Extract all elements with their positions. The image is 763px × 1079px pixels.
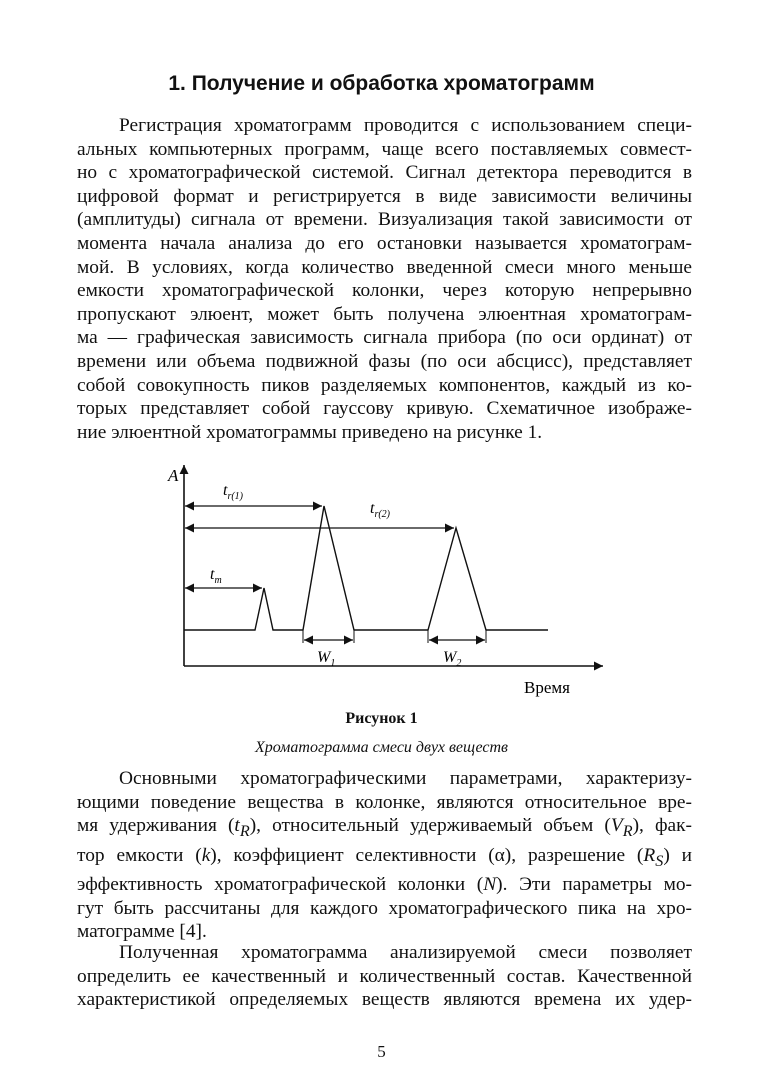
text-line: времени или объема подвижной фазы (по оси абсцисс), представляет [77,350,692,372]
text-line: мой. В условиях, когда количество введенной смеси много меньше [77,256,692,278]
section-heading: 1. Получение и обработка хроматограмм [168,72,595,95]
text-line: (амплитуды) сигнала от времени. Визуализация такой зависимости от [77,209,692,231]
tr2-label: $t_{r(2)}$ [370,500,391,520]
text-line: гут быть рассчитаны для каждого хроматографического пика на хро- [77,897,692,919]
text-line: момента начала анализа до его остановки называется хроматограм- [77,232,692,254]
paragraph-1 [77,114,692,444]
figure-caption-subtitle: Хроматограмма смеси двух веществ [255,739,508,756]
figure-caption-title: Рисунок 1 [345,710,418,727]
tm-label: $t_m$ [210,566,222,586]
paragraph-3 [77,941,692,1012]
tr1-label: $t_{r(1)}$ [223,482,244,502]
text-line: тор емкости (k), коэффициент селективности (α), разрешение $(R_S)$ и [77,844,692,870]
text-line: Полученная хроматограмма анализируемой смеси позволяет [119,942,692,963]
x-axis-label: Время [524,678,570,697]
text-line: Основными хроматографическими параметрами, характеризу- [119,768,692,789]
y-axis-label: A [168,466,179,485]
paragraph-2 [77,767,692,944]
text-line: эффективность хроматографической колонки (N). Эти параметры мо- [77,874,692,896]
text-line: матограмме [4]. [77,921,207,943]
text-line: Регистрация хроматограмм проводится с использованием специ- [119,115,692,136]
text-line: емкости хроматографической колонки, через которую непрерывно [77,280,692,302]
text-line: собой совокупность пиков разделяемых компонентов, каждый из ко- [77,374,692,396]
text-line: ма — графическая зависимость сигнала прибора (по оси ординат) от [77,327,692,349]
text-line: ние элюентной хроматограммы приведено на рисунке 1. [77,421,543,443]
chromatogram-figure [160,461,610,701]
chromatogram-signal [184,506,548,630]
w1-label: $W_1$ [317,649,336,669]
page-number: 5 [377,1042,386,1061]
w2-label: $W_2$ [443,649,462,669]
text-line: мя удерживания $(t_R)$, относительный удерживаемый объем $(V_R)$, фак- [77,815,693,841]
text-line: характеристикой определяемых веществ являются времена их удер- [77,989,692,1011]
text-line: ющими поведение вещества в колонке, являются относительное вре- [77,791,692,813]
text-line: цифровой формат и регистрируется в виде зависимости величины [77,185,692,207]
text-line: пропускают элюент, может быть получена элюентная хроматограм- [77,303,692,325]
text-line: альных компьютерных программ, чаще всего поставляемых совмест- [77,138,692,160]
text-line: но с хроматографической системой. Сигнал детектора переводится в [77,162,692,184]
text-line: торых представляет собой гауссову кривую. Схематичное изображе- [77,398,692,420]
text-line: определить ее качественный и количественный состав. Качественной [77,965,692,987]
